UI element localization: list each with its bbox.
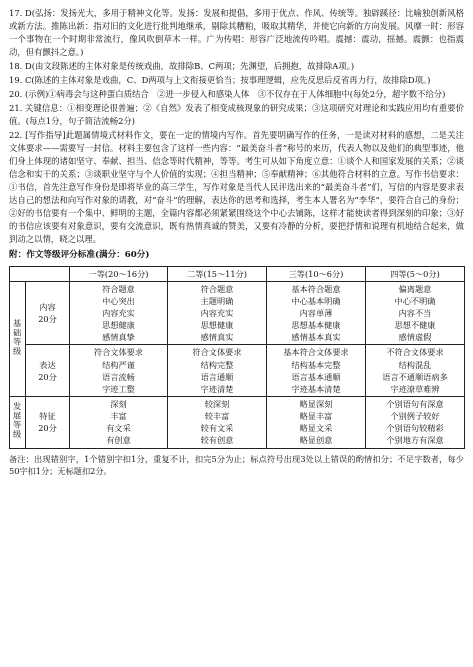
rubric-note: 备注：出现错别字，1个错别字扣1分，重复不计，扣完5分为止；标点符号出现3处以上错误的酌情扣分；不足字数者，每少50字扣1分；无标题扣2分。 xyxy=(9,453,464,477)
rubric-header-grade1: 一等(20～16分) xyxy=(70,266,168,281)
cell-feature-g2: 较深刻 较丰富 较有文采 较有创意 xyxy=(168,397,267,449)
rubric-header-grade4: 四等(5～0分) xyxy=(366,266,465,281)
group-develop-label: 发展等级 xyxy=(12,402,23,440)
answer-17: 17. D(弘扬：发扬光大，多用于精神文化等。发扬：发展和提倡，多用于优点、作风、传统等。独辟蹊径：比喻独创新风格或新方法。推陈出新：指对旧的文化进行批判地继承，剔除其糟粕，吸取其精华，并使它向新的方向发展。风靡一时：形容一个事物在一个时期非常流行，像风吹倒草木一样。广为传唱：形容广泛地流传吟唱。震撼：震动，摇撼。震颤：也指震动，但有颤抖之意。) xyxy=(9,8,464,58)
cell-expression-g3: 基本符合文体要求 结构基本完整 语言基本通顺 字迹基本清楚 xyxy=(267,345,366,397)
cell-expression-g1: 符合文体要求 结构严谨 语言流畅 字迹工整 xyxy=(70,345,168,397)
group-basic-label: 基础等级 xyxy=(12,318,23,356)
rubric-header-corner xyxy=(10,266,70,281)
rubric-header-row xyxy=(10,266,465,281)
cell-content-g2: 符合题意 主题明确 内容充实 思想健康 感情真实 xyxy=(168,281,267,345)
row-label-content: 内容 20分 xyxy=(26,281,70,345)
cell-content-g1: 符合题意 中心突出 内容充实 思想健康 感情真挚 xyxy=(70,281,168,345)
rubric-header-grade3: 三等(10～6分) xyxy=(267,266,366,281)
group-develop xyxy=(10,397,26,449)
rubric-row-content xyxy=(10,281,465,345)
cell-content-g3: 基本符合题意 中心基本明确 内容单薄 思想基本健康 感情基本真实 xyxy=(267,281,366,345)
row-label-expression: 表达 20分 xyxy=(26,345,70,397)
group-basic xyxy=(10,281,26,396)
cell-feature-g1: 深刻 丰富 有文采 有创意 xyxy=(70,397,168,449)
rubric-header-grade2: 二等(15～11分) xyxy=(168,266,267,281)
cell-feature-g4: 个别语句有深意 个别例子较好 个别语句较精彩 个别地方有深意 xyxy=(366,397,465,449)
rubric-row-expression xyxy=(10,345,465,397)
answer-22: 22. [写作指导]此题属情境式材料作文，要在一定的情境内写作。首先要明确写作的任务，一是读对材料的感想，二是关注文体要求——需要写一封信。材料主要包含了这样一些内容：“最美奋斗者”称号的来历，代表人物以及他们的典型事迹，他们身上体现的诸如坚守、奉献、担当、信念等时代精神，等等。考生可从如下角度立意：①谈个人和国家发展的关系；②谈信念和实干的关系；③谈职业坚守与个人价值的实现；④担当精神；⑤奉献精神；⑥其他符合材料的立意。写作书信要求：①书信，首先注意写作身份是即将毕业的高三学生，写作对象是当代人民评选出来的“最美奋斗者”们，写信的内容是要求表达自己的想法和向写作对象的请教，对“奋斗”的理解，表达你的思考和选择，考生本人署名为“李华”，要符合自己的身份；②好的书信要有一个集中、鲜明的主题，全篇内容都必须紧紧围绕这个中心去铺陈，这样才能使读者得到深刻的印象；③好的书信应该要有对象意识，要有交流意识，既有热情真诚的赞美，又要有冷静的分析，要把抒情和说理有机地结合起来，做到动之以情，晓之以理。 xyxy=(9,130,464,245)
rubric-table xyxy=(9,266,465,449)
answer-18: 18. D(由文段陈述的主体对象是传统戏曲，故排除B、C两项；先渊望，后拥抱，故排除A项。) xyxy=(9,61,355,72)
cell-expression-g4: 不符合文体要求 结构混乱 语言不通顺语病多 字迹潦草难辨 xyxy=(366,345,465,397)
row-label-feature: 特征 20分 xyxy=(26,397,70,449)
cell-content-g4: 偏离题意 中心不明确 内容不当 思想不健康 感情虚假 xyxy=(366,281,465,345)
cell-expression-g2: 符合文体要求 结构完整 语言通顺 字迹清楚 xyxy=(168,345,267,397)
answer-21: 21. 关键信息：①相变理论很普遍；②《自然》发表了相变成核现象的研究成果；③这项研究对理论和实践应用均有重要价值。(每点1分，句子简洁流畅2分) xyxy=(9,103,464,127)
rubric-title: 附：作文等级评分标准(满分：60分) xyxy=(9,250,150,261)
rubric-row-feature xyxy=(10,397,465,449)
cell-feature-g3: 略显深刻 略显丰富 略显文采 略显创意 xyxy=(267,397,366,449)
answer-20: 20. (示例)①病毒会与这种蛋白质结合 ②进一步侵入和感染人体 ③不仅存在于人体细胞中(每处2分，超字数不给分) xyxy=(9,89,446,100)
answer-19: 19. C(陈述的主体对象是戏曲，C、D两项与上文衔接更恰当；按事理逻辑，应先反思后反省再力行，故排除D项。) xyxy=(9,75,431,86)
